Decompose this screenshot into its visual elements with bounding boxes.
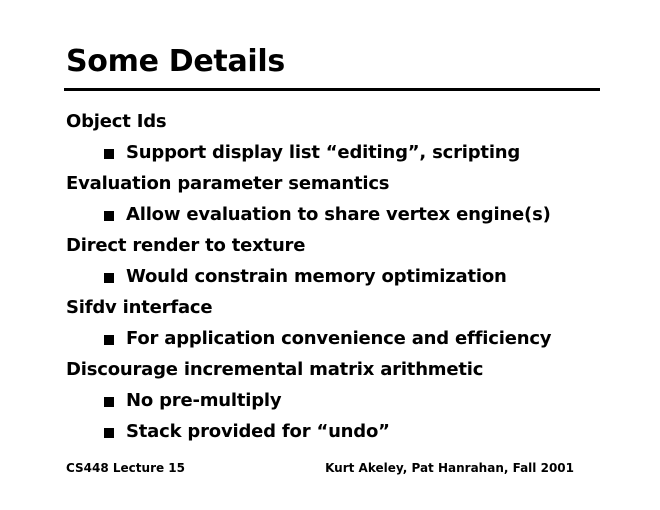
square-bullet-icon — [104, 149, 114, 159]
square-bullet-icon — [104, 397, 114, 407]
square-bullet-icon — [104, 335, 114, 345]
slide-content — [66, 108, 626, 449]
slide-title: Some Details — [66, 44, 285, 79]
subitem-text: No pre-multiply — [126, 390, 282, 411]
subitem-share-vertex-engine — [66, 201, 626, 232]
item-discourage-matrix-arithmetic: Discourage incremental matrix arithmetic — [66, 359, 484, 380]
subitem-stack-for-undo — [66, 418, 626, 449]
square-bullet-icon — [104, 211, 114, 221]
footer-course: CS448 Lecture 15 — [66, 461, 186, 475]
item-direct-render-to-texture: Direct render to texture — [66, 235, 306, 256]
footer-authors: Kurt Akeley, Pat Hanrahan, Fall 2001 — [325, 461, 574, 475]
subitem-text: Support display list “editing”, scripting — [126, 142, 521, 163]
subitem-text: For application convenience and efficiency — [126, 328, 552, 349]
subitem-display-list-editing — [66, 139, 626, 170]
subitem-memory-optimization — [66, 263, 626, 294]
subitem-application-convenience — [66, 325, 626, 356]
item-evaluation-parameter-semantics: Evaluation parameter semantics — [66, 173, 390, 194]
subitem-text: Allow evaluation to share vertex engine(s) — [126, 204, 551, 225]
item-object-ids: Object Ids — [66, 111, 167, 132]
subitem-text: Would constrain memory optimization — [126, 266, 507, 287]
subitem-text: Stack provided for “undo” — [126, 421, 390, 442]
square-bullet-icon — [104, 428, 114, 438]
item-sifdv-interface: Sifdv interface — [66, 297, 213, 318]
square-bullet-icon — [104, 273, 114, 283]
title-divider — [64, 88, 600, 91]
subitem-no-pre-multiply — [66, 387, 626, 418]
